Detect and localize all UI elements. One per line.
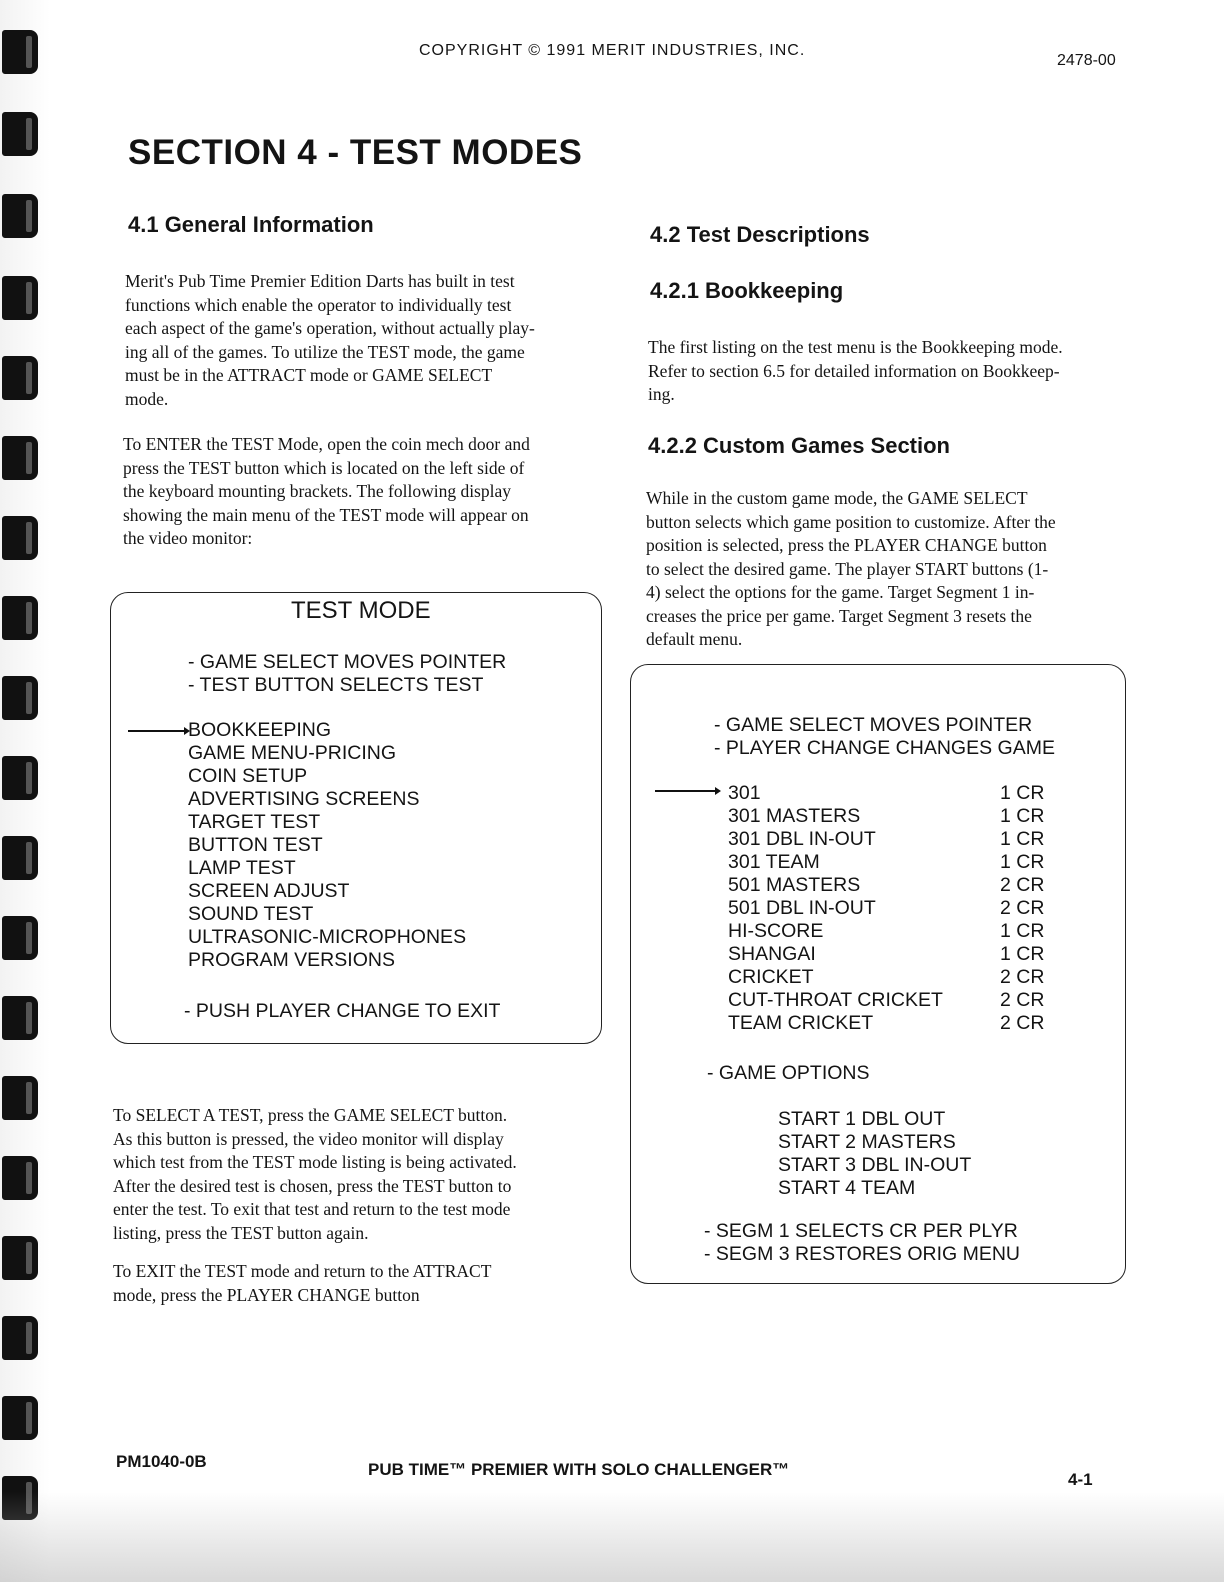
custom-screen-footer: - SEGM 1 SELECTS CR PER PLYR - SEGM 3 RESTORES ORIG MENU [704, 1220, 1021, 1265]
copyright-line: COPYRIGHT © 1991 MERIT INDUSTRIES, INC. [419, 42, 806, 59]
binding-ring [2, 356, 38, 400]
binding-ring [2, 1476, 38, 1520]
test-mode-exit-hint: - PUSH PLAYER CHANGE TO EXIT [184, 1000, 501, 1022]
game-row: 301 DBL IN-OUT 1 CR [728, 828, 1045, 850]
binding-ring [2, 676, 38, 720]
game-row: 301 TEAM 1 CR [728, 851, 1045, 873]
game-option: START 1 DBL OUT [778, 1108, 946, 1130]
spiral-binding [0, 0, 50, 1582]
custom-games-list [728, 782, 1058, 1035]
binding-ring [2, 112, 38, 156]
binding-ring [2, 276, 38, 320]
test-mode-title: TEST MODE [291, 597, 431, 624]
product-name: PUB TIME™ PREMIER WITH SOLO CHALLENGER™ [368, 1460, 790, 1479]
heading-general-information: 4.1 General Information [128, 212, 374, 237]
test-menu-item: ULTRASONIC-MICROPHONES [188, 926, 467, 948]
game-row: CUT-THROAT CRICKET 2 CR [728, 989, 1045, 1011]
heading-test-descriptions: 4.2 Test Descriptions [650, 222, 870, 247]
exit-test-paragraph: To EXIT the TEST mode and return to the ATTRACT mode, press the PLAYER CHANGE button [113, 1261, 492, 1305]
binding-ring [2, 1076, 38, 1120]
test-menu-item: COIN SETUP [188, 765, 308, 787]
game-row: 301 1 CR [728, 782, 1045, 804]
binding-ring [2, 836, 38, 880]
select-test-paragraph: To SELECT A TEST, press the GAME SELECT button. As this button is pressed, the video monitor will display which test from the TEST mode listing is being activated. After the desired test is chosen, press the TEST button to enter the test. To exit that test and return to the test mode listing, press the TEST button again. [113, 1105, 517, 1243]
game-options-label: - GAME OPTIONS [707, 1062, 870, 1084]
test-menu-item: LAMP TEST [188, 857, 296, 879]
custom-screen-instructions: - GAME SELECT MOVES POINTER - PLAYER CHANGE CHANGES GAME [714, 714, 1055, 759]
game-option: START 4 TEAM [778, 1177, 916, 1199]
game-row: 301 MASTERS 1 CR [728, 805, 1045, 827]
test-menu-item: GAME MENU-PRICING [188, 742, 397, 764]
game-row: 501 DBL IN-OUT 2 CR [728, 897, 1045, 919]
heading-custom-games: 4.2.2 Custom Games Section [648, 433, 950, 458]
bookkeeping-paragraph: The first listing on the test menu is the Bookkeeping mode. Refer to section 6.5 for detailed information on Bookkeep- ing. [648, 337, 1063, 404]
game-row: 501 MASTERS 2 CR [728, 874, 1045, 896]
game-option: START 2 MASTERS [778, 1131, 956, 1153]
binding-ring [2, 1396, 38, 1440]
test-menu-item: SOUND TEST [188, 903, 314, 925]
game-options-list [778, 1108, 971, 1200]
section-title: SECTION 4 - TEST MODES [128, 133, 583, 172]
binding-ring [2, 996, 38, 1040]
game-row: CRICKET 2 CR [728, 966, 1045, 988]
binding-ring [2, 756, 38, 800]
binding-ring [2, 916, 38, 960]
test-mode-instructions: - GAME SELECT MOVES POINTER - TEST BUTTON SELECTS TEST [188, 651, 507, 696]
binding-ring [2, 1236, 38, 1280]
custom-games-paragraph: While in the custom game mode, the GAME SELECT button selects which game position to customize. After the position is selected, press the PLAYER CHANGE button to select the desired game. The player START buttons (1- 4) select the options for the game. Target Segment 1 in- creases the price per game. Target Segment 3 resets the default menu. [646, 488, 1056, 649]
binding-ring [2, 516, 38, 560]
test-menu-item: ADVERTISING SCREENS [188, 788, 420, 810]
game-row: TEAM CRICKET 2 CR [728, 1012, 1045, 1034]
general-info-paragraph: Merit's Pub Time Premier Edition Darts has built in test functions which enable the operator to individually test each aspect of the game's operation, without actually play- ing all of the games. To utilize the TEST mode, the game must be in the ATTRACT mode or GAME SELECT mode. [125, 271, 535, 409]
game-row: HI-SCORE 1 CR [728, 920, 1045, 942]
page-shadow [0, 1492, 1224, 1582]
binding-ring [2, 436, 38, 480]
game-option: START 3 DBL IN-OUT [778, 1154, 972, 1176]
binding-ring [2, 1156, 38, 1200]
part-number: PM1040-0B [116, 1452, 207, 1471]
test-menu-list [188, 719, 466, 972]
test-menu-item: BOOKKEEPING [188, 719, 332, 741]
document-number: 2478-00 [1057, 52, 1116, 69]
binding-ring [2, 596, 38, 640]
pointer-arrow-icon [128, 730, 186, 732]
binding-ring [2, 30, 38, 74]
page-number: 4-1 [1068, 1470, 1093, 1489]
enter-test-paragraph: To ENTER the TEST Mode, open the coin mech door and press the TEST button which is located on the left side of the keyboard mounting brackets. The following display showing the main menu of the TEST mode will appear on the video monitor: [123, 434, 530, 548]
pointer-arrow-icon [655, 790, 717, 792]
binding-ring [2, 1316, 38, 1360]
test-menu-item: SCREEN ADJUST [188, 880, 350, 902]
game-row: SHANGAI 1 CR [728, 943, 1045, 965]
test-menu-item: PROGRAM VERSIONS [188, 949, 395, 971]
binding-ring [2, 194, 38, 238]
test-menu-item: BUTTON TEST [188, 834, 323, 856]
test-menu-item: TARGET TEST [188, 811, 321, 833]
heading-bookkeeping: 4.2.1 Bookkeeping [650, 278, 844, 303]
